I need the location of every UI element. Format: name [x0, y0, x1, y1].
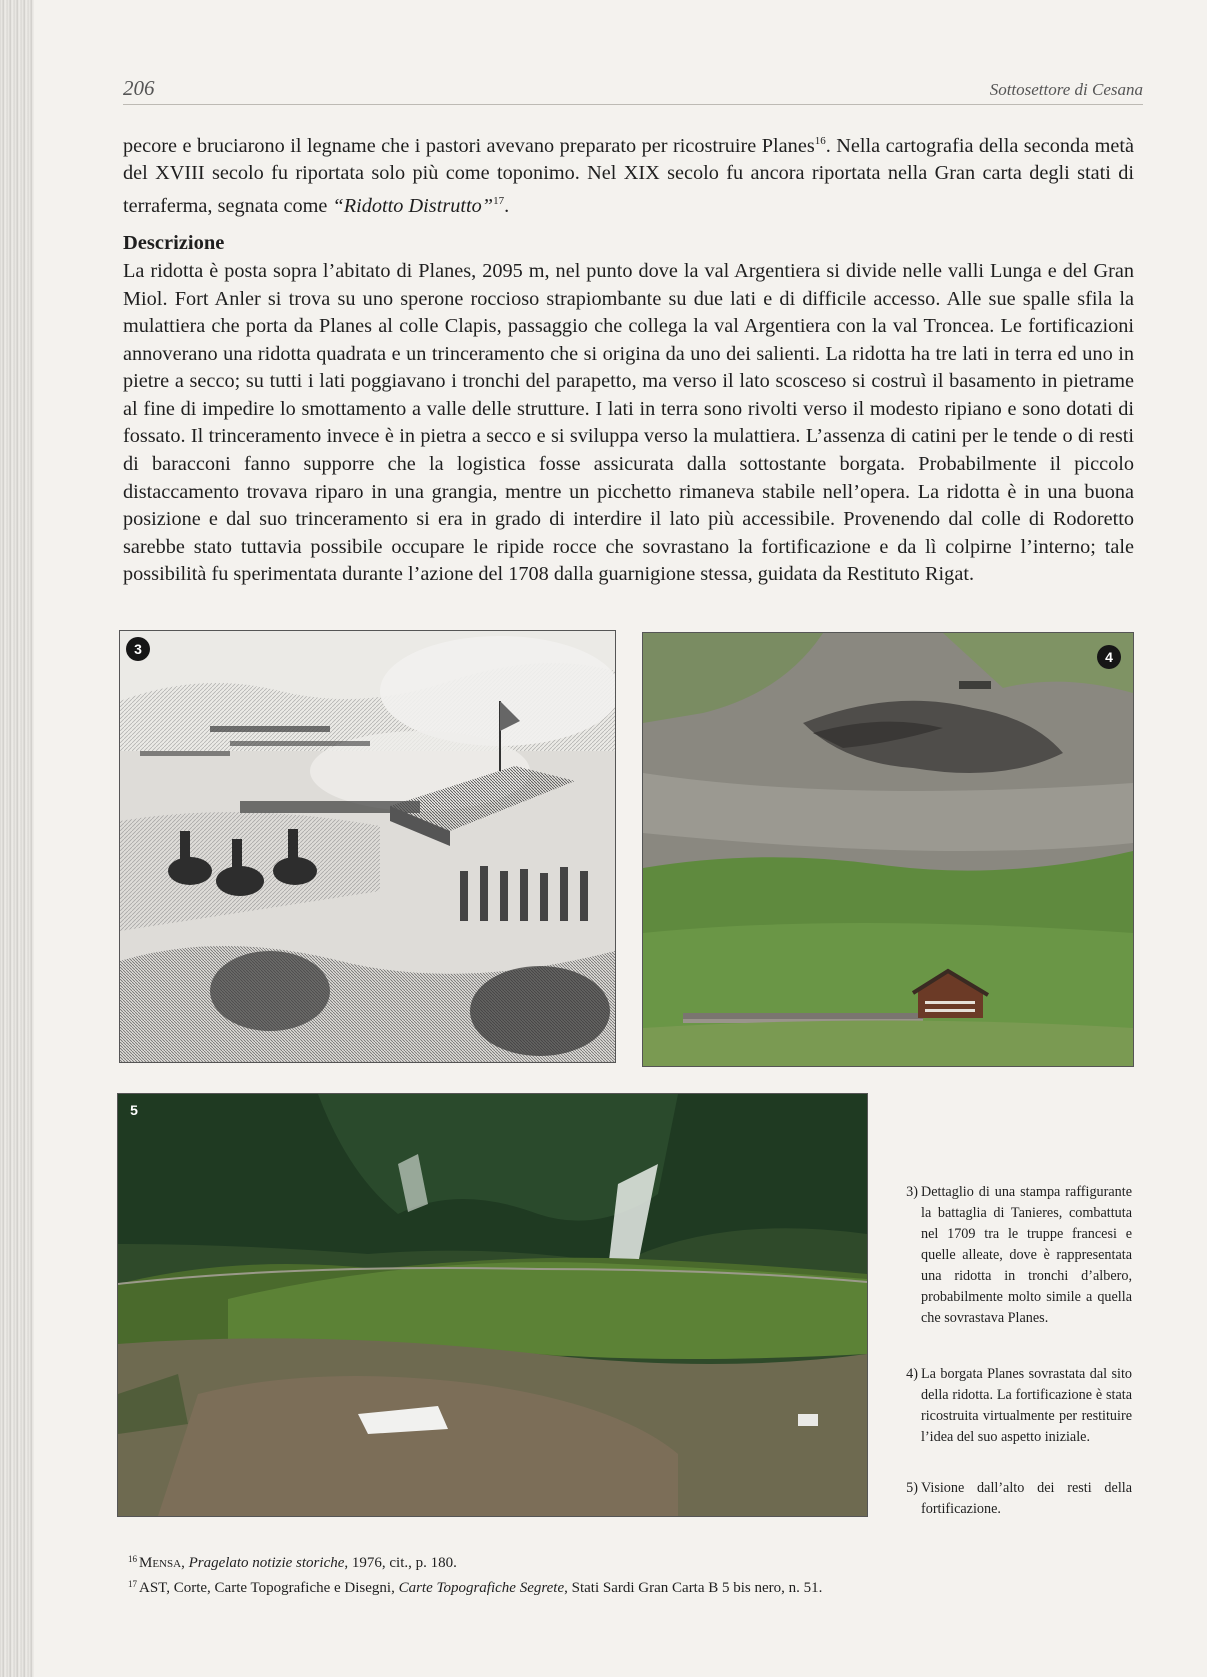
caption-3: 3) Dettaglio di una stampa raffigurante la battaglia di Tanieres, combattuta nel 1709 tra le truppe francesi e quelle alleate, dove è rappresentata una ridotta in tronchi d’albero, probabilmente molto simile a quella che sovrastava Planes. [906, 1184, 1132, 1326]
running-head [123, 76, 1143, 105]
fortification-remains-photo [118, 1094, 867, 1516]
figure-5-photo [117, 1093, 868, 1517]
figure-4-photo [642, 632, 1134, 1067]
mountain-photo [643, 633, 1133, 1066]
engraving-image [120, 631, 615, 1062]
figure-3-engraving [119, 630, 616, 1063]
quote-ridotto: “Ridotto Distrutto” [332, 194, 494, 217]
figure-4-badge: 4 [1097, 645, 1121, 669]
paragraph-descrizione: La ridotta è posta sopra l’abitato di Planes, 2095 m, nel punto dove la val Argentiera si divide nelle valli Lunga e del Gran Miol. Fort Anler si trova su uno sperone roccioso strapiombante su due lati e di difficile accesso. Alle sue spalle sfila la mulattiera che porta da Planes al colle Clapis, passaggio che collega la val Argentiera con la val Troncea. Le fortificazioni annoverano una ridotta quadrata e un trinceramento che si origina da uno dei salienti. La ridotta ha tre lati in terra ed uno in pietre a secco; su tutti i lati poggiavano i tronchi del parapetto, ma verso il lato scosceso si costruì il basamento in pietrame al fine di impedire lo smottamento a valle delle strutture. I lati in terra sono rivolti verso il modesto ripiano e sono dotati di fossato. Il trinceramento invece è in pietra a secco e si sviluppa verso la mulattiera. L’assenza di catini per le tende o di resti di baracconi fanno supporre che la logistica fosse assicurata dalla sottostante borgata. Probabilmente il piccolo distaccamento trovava riparo in una grangia, mentre un picchetto rimaneva stabile nell’opera. La ridotta è in una buona posizione e dal suo trinceramento si era in grado di interdire il lato più accessibile. Provenendo dal colle di Rodoretto sarebbe stato tuttavia possibile occupare le ripide rocce che sovrastano la fortificazione e da lì colpirne l’interno; tale possibilità fu sperimentata durante l’azione del 1708 dalla guarnigione stessa, guidata da Restituto Rigat. [123, 259, 1134, 586]
figure-3-badge: 3 [126, 637, 150, 661]
body-text [123, 128, 1134, 589]
footnote-17: $^{17}$ AST, Corte, Carte Topografiche e Disegni, Carte Topografiche Segrete, Stati Sardi Gran Carta B 5 bis nero, n. 51. [128, 1579, 823, 1596]
footnote-ref[interactable]: 17 [493, 194, 505, 207]
footnote-16: $^{16}$ Mensa, Pragelato notizie storiche, 1976, cit., p. 180. [128, 1554, 457, 1571]
figure-5-badge: 5 [130, 1102, 138, 1118]
footnotes [128, 1549, 1128, 1599]
paragraph-intro: pecore e bruciarono il legname che i pastori avevano preparato per ricostruire Planes$^{16}$. Nella cartografia della seconda metà del XVIII secolo fu riportata solo più come toponimo. Nel XIX secolo fu ancora riportata nella Gran carta degli stati di terraferma, segnata come “Ridotto Distrutto”$^{17}$. [123, 134, 1134, 217]
book-spine-edge [0, 0, 34, 1677]
section-title: Sottosettore di Cesana [989, 80, 1143, 99]
footnote-ref[interactable]: 16 [814, 135, 826, 147]
caption-4: 4) La borgata Planes sovrastata dal sito della ridotta. La fortificazione è stata ricostruita virtualmente per restituire l’idea del suo aspetto iniziale. [906, 1366, 1132, 1445]
caption-5: 5) Visione dall’alto dei resti della fortificazione. [906, 1480, 1132, 1517]
page-number: 206 [123, 76, 155, 100]
heading-descrizione: Descrizione [123, 232, 225, 255]
